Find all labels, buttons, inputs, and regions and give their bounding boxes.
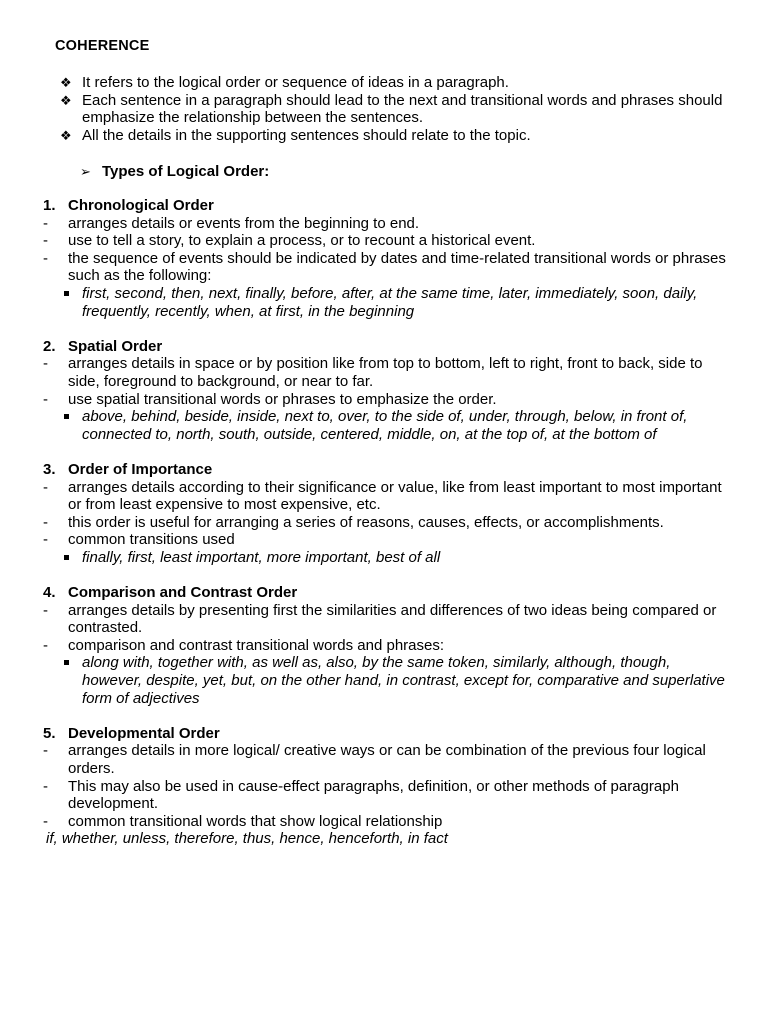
page-title: COHERENCE (55, 38, 150, 54)
dash-bullet: - (43, 742, 48, 760)
section-heading (43, 197, 733, 215)
intro-bullet-text: It refers to the logical order or sequence of ideas in a paragraph. (82, 74, 509, 91)
examples-item (43, 285, 733, 320)
section-chronological-order (43, 197, 733, 320)
arrow-bullet-icon: ➢ (80, 164, 91, 179)
list-item-text: common transitional words that show logical relationship (68, 812, 443, 830)
dash-bullet: - (43, 601, 48, 619)
list-item-text: This may also be used in cause-effect paragraphs, definition, or other methods of paragraph development. (68, 777, 679, 813)
list-item (43, 637, 733, 655)
section-title: Developmental Order (68, 724, 220, 742)
intro-bullet-text: All the details in the supporting sentences should relate to the topic. (82, 126, 531, 144)
intro-bullet (60, 127, 730, 145)
list-item (43, 355, 733, 390)
intro-bullet (60, 74, 730, 92)
section-number: 3. (43, 460, 56, 478)
list-item (43, 742, 733, 777)
examples-item (43, 408, 733, 443)
dash-bullet: - (43, 513, 48, 531)
intro-bullet-list (60, 74, 730, 144)
section-title: Spatial Order (68, 337, 163, 355)
dash-bullet: - (43, 812, 48, 830)
section-heading (43, 584, 733, 602)
trailing-examples-text: if, whether, unless, therefore, thus, hence, henceforth, in fact (46, 830, 448, 848)
section-order-of-importance (43, 461, 733, 567)
section-comparison-contrast-order (43, 584, 733, 707)
list-item-text: common transitions used (68, 531, 235, 549)
types-heading-text: Types of Logical Order: (102, 163, 270, 180)
section-heading (43, 461, 733, 479)
list-item-text: arranges details according to their significance or value, like from least important to most important or from least expensive to most expensive, etc. (68, 478, 722, 514)
types-heading (80, 163, 269, 181)
section-number: 5. (43, 724, 56, 742)
section-heading (43, 725, 733, 743)
examples-item (43, 549, 733, 567)
list-item-text: the sequence of events should be indicated by dates and time-related transitional words or phrases such as the following: (68, 249, 726, 285)
section-title: Chronological Order (68, 197, 214, 214)
list-item (43, 778, 733, 813)
list-item (43, 514, 733, 532)
square-bullet-icon (64, 414, 69, 419)
examples-text: along with, together with, as well as, also, by the same token, similarly, although, though, however, despite, yet, but, on the other hand, in contrast, except for, comparative and superlative form of adjectives (82, 654, 725, 707)
dash-bullet: - (43, 478, 48, 496)
square-bullet-icon (64, 660, 69, 665)
section-number: 4. (43, 584, 56, 602)
list-item-text: arranges details or events from the beginning to end. (68, 214, 420, 232)
list-item (43, 215, 733, 233)
examples-text: first, second, then, next, finally, before, after, at the same time, later, immediately, soon, daily, frequently, recently, when, at first, in the beginning (82, 284, 698, 320)
section-number: 1. (43, 197, 56, 214)
list-item-text: use spatial transitional words or phrases to emphasize the order. (68, 390, 497, 408)
examples-item (43, 654, 733, 707)
section-spatial-order (43, 338, 733, 444)
examples-text: finally, first, least important, more important, best of all (82, 548, 441, 566)
diamond-bullet-icon: ❖ (60, 75, 72, 90)
dash-bullet: - (43, 355, 48, 373)
section-title: Order of Importance (68, 460, 213, 478)
list-item-text: this order is useful for arranging a series of reasons, causes, effects, or accomplishments. (68, 513, 664, 531)
dash-bullet: - (43, 214, 48, 232)
list-item (43, 602, 733, 637)
intro-bullet (60, 92, 730, 127)
list-item-text: arranges details in space or by position like from top to bottom, left to right, front to back, side to side, foreground to background, or near to far. (68, 355, 703, 390)
list-item (43, 391, 733, 409)
dash-bullet: - (43, 636, 48, 654)
dash-bullet: - (43, 232, 48, 250)
list-item (43, 250, 733, 285)
list-item-text: use to tell a story, to explain a process, or to recount a historical event. (68, 232, 536, 250)
examples-text: above, behind, beside, inside, next to, over, to the side of, under, through, below, in front of, connected to, north, south, outside, centered, middle, on, at the top of, at the bottom of (82, 408, 688, 443)
section-number: 2. (43, 337, 56, 355)
list-item (43, 479, 733, 514)
list-item (43, 531, 733, 549)
dash-bullet: - (43, 249, 48, 267)
dash-bullet: - (43, 390, 48, 408)
section-heading (43, 338, 733, 356)
logical-order-sections (43, 197, 733, 866)
section-developmental-order (43, 725, 733, 848)
diamond-bullet-icon: ❖ (60, 127, 72, 143)
dash-bullet: - (43, 777, 48, 795)
list-item-text: comparison and contrast transitional words and phrases: (68, 636, 445, 654)
list-item-text: arranges details in more logical/ creative ways or can be combination of the previous four logical orders. (68, 742, 706, 777)
intro-bullet-text: Each sentence in a paragraph should lead to the next and transitional words and phrases should emphasize the relationship between the sentences. (82, 91, 723, 127)
list-item-text: arranges details by presenting first the similarities and differences of two ideas being compared or contrasted. (68, 601, 717, 637)
list-item (43, 813, 733, 831)
section-title: Comparison and Contrast Order (68, 584, 298, 602)
dash-bullet: - (43, 531, 48, 549)
square-bullet-icon (64, 291, 69, 296)
diamond-bullet-icon: ❖ (60, 92, 72, 108)
square-bullet-icon (64, 555, 69, 560)
list-item (43, 232, 733, 250)
